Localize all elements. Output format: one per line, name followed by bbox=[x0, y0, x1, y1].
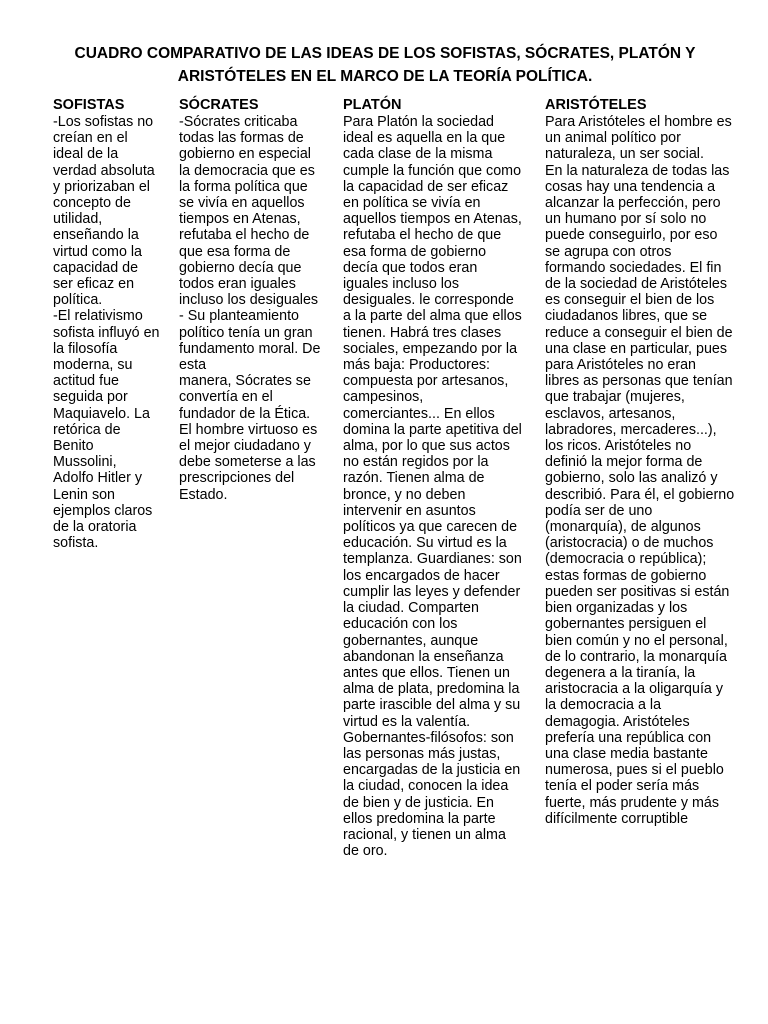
column-text-line: fuerte, más prudente y más bbox=[545, 794, 720, 811]
column-text-line: seguida por bbox=[53, 389, 128, 406]
column-text-line: los encargados de hacer bbox=[343, 567, 500, 584]
column-text-line: fundamento moral. De bbox=[179, 340, 321, 357]
column-text-line: - Su planteamiento bbox=[179, 308, 300, 325]
column-text-line: razón. Tienen alma de bbox=[343, 470, 485, 487]
column-text-line: -Sócrates criticaba bbox=[179, 114, 298, 130]
column-text-line: sofista influyó en bbox=[53, 324, 160, 341]
column-aristoteles bbox=[545, 96, 755, 827]
column-text-line: (monarquía), de algunos bbox=[545, 519, 701, 536]
column-body-sofistas bbox=[53, 114, 171, 551]
column-text-line: virtud como la bbox=[53, 243, 142, 260]
column-text-line: que esa forma de bbox=[179, 243, 291, 260]
column-text-line: la capacidad de ser eficaz bbox=[343, 178, 509, 195]
column-text-line: educación. Su virtud es la bbox=[343, 535, 507, 552]
column-text-line: (aristocracia) o de muchos bbox=[545, 535, 714, 552]
column-text-line: labradores, mercaderes...), bbox=[545, 421, 717, 438]
column-text-line: iguales incluso los bbox=[343, 276, 460, 293]
column-text-line: ejemplos claros bbox=[53, 502, 153, 519]
column-text-line: bien común y no el personal, bbox=[545, 632, 728, 649]
column-text-line: utilidad, bbox=[53, 211, 103, 228]
column-text-line: la ciudad, conocen la idea bbox=[343, 778, 509, 795]
column-text-line: de la oratoria bbox=[53, 519, 137, 536]
column-text-line: degenera a la tiranía, la bbox=[545, 664, 696, 681]
column-text-line: un animal político por bbox=[545, 130, 681, 147]
column-text-line: concepto de bbox=[53, 195, 131, 212]
column-text-line: el mejor ciudadano y bbox=[179, 438, 311, 455]
column-text-line: la ciudad. Comparten bbox=[343, 600, 479, 617]
column-text-line: político tenía un gran bbox=[179, 324, 313, 341]
column-text-line: bien organizadas y los bbox=[545, 600, 688, 617]
column-text-line: reduce a conseguir el bien de bbox=[545, 324, 733, 341]
column-text-line: la democracia a la bbox=[545, 697, 662, 714]
column-text-line: difícilmente corruptible bbox=[545, 810, 689, 827]
column-text-line: virtud es la valentía. bbox=[343, 713, 471, 730]
column-text-line: fundador de la Ética. bbox=[179, 405, 311, 422]
column-text-line: -Los sofistas no bbox=[53, 114, 154, 130]
column-text-line: compuesta por artesanos, bbox=[343, 373, 509, 390]
column-text-line: se agrupa con otros bbox=[545, 243, 672, 260]
column-text-line: demagogia. Aristóteles bbox=[545, 713, 690, 730]
column-text-line: todas las formas de bbox=[179, 130, 304, 147]
column-text-line: para Aristóteles no eran bbox=[545, 357, 697, 374]
column-text-line: de oro. bbox=[343, 843, 388, 860]
column-text-line: Para Platón la sociedad bbox=[343, 114, 495, 130]
column-text-line: antes que ellos. Tienen un bbox=[343, 664, 510, 681]
column-text-line: gobierno, solo las analizó y bbox=[545, 470, 718, 487]
column-text-line: actitud fue bbox=[53, 373, 119, 390]
column-heading-socrates: SÓCRATES bbox=[179, 97, 259, 113]
column-text-line: ideal de la bbox=[53, 146, 119, 163]
column-text-line: tenía el poder sería más bbox=[545, 778, 700, 795]
column-text-line: las personas más justas, bbox=[343, 745, 501, 762]
column-text-line: manera, Sócrates se bbox=[179, 373, 311, 390]
column-text-line: ser eficaz en bbox=[53, 276, 135, 293]
column-text-line: ciudadanos libres, que se bbox=[545, 308, 708, 325]
column-text-line: sofista. bbox=[53, 535, 99, 552]
column-text-line: convertía en el bbox=[179, 389, 273, 406]
column-text-line: alcanzar la perfección, pero bbox=[545, 195, 721, 212]
column-heading-sofistas: SOFISTAS bbox=[53, 97, 125, 113]
column-text-line: formando sociedades. El fin bbox=[545, 259, 722, 276]
column-text-line: -El relativismo bbox=[53, 308, 143, 325]
column-body-platon bbox=[343, 114, 533, 859]
column-text-line: educación con los bbox=[343, 616, 458, 633]
column-text-line: (democracia o república); bbox=[545, 551, 707, 568]
column-text-line: a la parte del alma que ellos bbox=[343, 308, 522, 325]
document-title-line-2: ARISTÓTELES EN EL MARCO DE LA TEORÍA POLÍTICA. bbox=[177, 68, 593, 85]
column-text-line: la forma política que bbox=[179, 178, 308, 195]
column-text-line: refutaba el hecho de que bbox=[343, 227, 502, 244]
column-text-line: puede conseguirlo, por eso bbox=[545, 227, 718, 244]
column-text-line: capacidad de bbox=[53, 259, 139, 276]
column-text-line: tiempos en Atenas, bbox=[179, 211, 301, 228]
column-text-line: cumplir las leyes y defender bbox=[343, 583, 521, 600]
column-text-line: tienen. Habrá tres clases bbox=[343, 324, 502, 341]
column-text-line: esclavos, artesanos, bbox=[545, 405, 676, 422]
column-text-line: templanza. Guardianes: son bbox=[343, 551, 522, 568]
column-text-line: encargadas de la justicia en bbox=[343, 762, 521, 779]
column-text-line: los ricos. Aristóteles no bbox=[545, 438, 692, 455]
column-text-line: abandonan la enseñanza bbox=[343, 648, 504, 665]
column-text-line: en política se vivía en bbox=[343, 195, 481, 212]
column-text-line: prefería una república con bbox=[545, 729, 712, 746]
column-text-line: bronce, y no deben bbox=[343, 486, 466, 503]
column-text-line: ideal es aquella en la que bbox=[343, 130, 506, 147]
column-text-line: verdad absoluta bbox=[53, 162, 155, 179]
column-text-line: ellos predomina la parte bbox=[343, 810, 496, 827]
column-text-line: refutaba el hecho de bbox=[179, 227, 310, 244]
column-text-line: Lenin son bbox=[53, 486, 116, 503]
column-text-line: racional, y tienen un alma bbox=[343, 826, 506, 843]
column-text-line: no están regidos por la bbox=[343, 454, 489, 471]
column-text-line: gobierno decía que bbox=[179, 259, 302, 276]
column-body-socrates bbox=[179, 114, 331, 503]
column-text-line: política. bbox=[53, 292, 103, 309]
column-text-line: aristocracia a la oligarquía y bbox=[545, 681, 724, 698]
column-text-line: una clase en particular, pues bbox=[545, 340, 728, 357]
column-text-line: y priorizaban el bbox=[53, 178, 150, 195]
column-text-line: se vivía en aquellos bbox=[179, 195, 305, 212]
column-text-line: Maquiavelo. La bbox=[53, 405, 150, 422]
column-text-line: esta bbox=[179, 357, 207, 374]
column-text-line: En la naturaleza de todas las bbox=[545, 162, 730, 179]
column-text-line: decía que todos eran bbox=[343, 259, 478, 276]
column-text-line: Mussolini, bbox=[53, 454, 117, 471]
column-text-line: alma de plata, predomina la bbox=[343, 681, 520, 698]
column-text-line: gobernantes, aunque bbox=[343, 632, 479, 649]
column-text-line: de la sociedad de Aristóteles bbox=[545, 276, 728, 293]
column-text-line: todos eran iguales bbox=[179, 276, 296, 293]
column-text-line: incluso los desiguales bbox=[179, 292, 319, 309]
column-text-line: prescripciones del bbox=[179, 470, 295, 487]
column-text-line: estas formas de gobierno bbox=[545, 567, 707, 584]
column-text-line: parte irascible del alma y su bbox=[343, 697, 521, 714]
column-text-line: cumple la función que como bbox=[343, 162, 522, 179]
column-text-line: retórica de bbox=[53, 421, 121, 438]
column-text-line: naturaleza, un ser social. bbox=[545, 146, 704, 163]
document-title bbox=[60, 42, 710, 88]
column-text-line: de bien y de justicia. En bbox=[343, 794, 495, 811]
column-text-line: aquellos tiempos en Atenas, bbox=[343, 211, 522, 228]
column-text-line: gobierno en especial bbox=[179, 146, 311, 163]
column-text-line: que trabajar (mujeres, bbox=[545, 389, 685, 406]
column-text-line: es conseguir el bien de los bbox=[545, 292, 715, 309]
column-text-line: la filosofía bbox=[53, 340, 118, 357]
column-text-line: creían en el bbox=[53, 130, 128, 147]
column-text-line: esa forma de gobierno bbox=[343, 243, 487, 260]
column-text-line: gobernantes persiguen el bbox=[545, 616, 707, 633]
column-text-line: enseñando la bbox=[53, 227, 139, 244]
column-text-line: Gobernantes-filósofos: son bbox=[343, 729, 514, 746]
column-heading-platon: PLATÓN bbox=[343, 97, 402, 113]
column-text-line: Para Aristóteles el hombre es bbox=[545, 114, 732, 130]
column-text-line: cosas hay una tendencia a bbox=[545, 178, 716, 195]
column-text-line: cada clase de la misma bbox=[343, 146, 493, 163]
column-socrates bbox=[179, 96, 331, 503]
column-text-line: la democracia que es bbox=[179, 162, 315, 179]
column-text-line: comerciantes... En ellos bbox=[343, 405, 495, 422]
column-text-line: debe someterse a las bbox=[179, 454, 316, 471]
column-text-line: libres as personas que tenían bbox=[545, 373, 733, 390]
column-text-line: moderna, su bbox=[53, 357, 133, 374]
column-text-line: un humano por sí solo no bbox=[545, 211, 707, 228]
column-body-aristoteles bbox=[545, 114, 755, 827]
column-text-line: campesinos, bbox=[343, 389, 424, 406]
column-text-line: El hombre virtuoso es bbox=[179, 421, 318, 438]
column-text-line: de lo contrario, la monarquía bbox=[545, 648, 727, 665]
column-text-line: numerosa, pues si el pueblo bbox=[545, 762, 724, 779]
column-platon bbox=[343, 96, 533, 859]
column-text-line: una clase media bastante bbox=[545, 745, 708, 762]
column-text-line: intervenir en asuntos bbox=[343, 502, 476, 519]
column-text-line: definió la mejor forma de bbox=[545, 454, 703, 471]
column-text-line: describió. Para él, el gobierno bbox=[545, 486, 735, 503]
document-title-line-1: CUADRO COMPARATIVO DE LAS IDEAS DE LOS SOFISTAS, SÓCRATES, PLATÓN Y bbox=[74, 45, 696, 62]
column-text-line: Benito bbox=[53, 438, 94, 455]
column-text-line: políticos ya que carecen de bbox=[343, 519, 518, 536]
column-text-line: pueden ser positivas si están bbox=[545, 583, 730, 600]
column-text-line: Estado. bbox=[179, 486, 228, 503]
column-text-line: alma, por lo que sus actos bbox=[343, 438, 510, 455]
column-text-line: Adolfo Hitler y bbox=[53, 470, 142, 487]
column-text-line: domina la parte apetitiva del bbox=[343, 421, 522, 438]
column-text-line: desiguales. le corresponde bbox=[343, 292, 514, 309]
column-text-line: sociales, empezando por la bbox=[343, 340, 518, 357]
column-text-line: más baja: Productores: bbox=[343, 357, 491, 374]
column-sofistas bbox=[53, 96, 171, 551]
column-text-line: podía ser de uno bbox=[545, 502, 653, 519]
column-heading-aristoteles: ARISTÓTELES bbox=[545, 97, 647, 113]
